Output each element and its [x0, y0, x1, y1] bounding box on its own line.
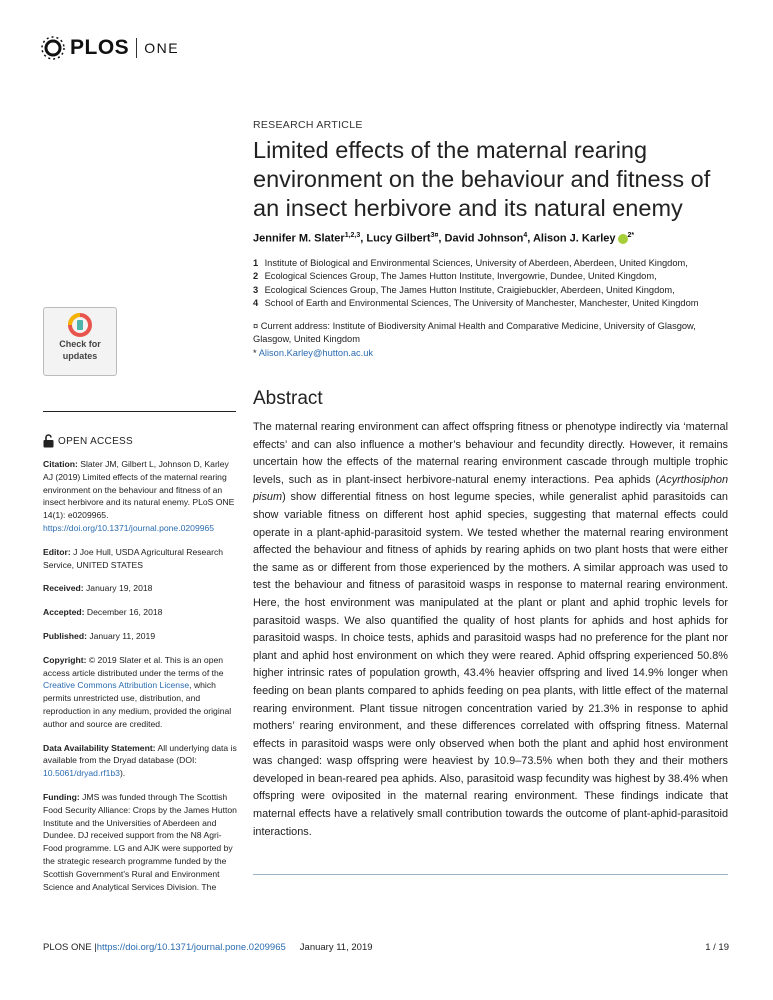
plos-logo-icon: [40, 35, 66, 61]
plos-one-logo[interactable]: [40, 34, 200, 62]
footer-doi-link[interactable]: https://doi.org/10.1371/journal.pone.0209965: [96, 942, 286, 953]
copyright-text: © 2019 Slater et al. This is an open access article distributed under the terms of the: [43, 654, 224, 678]
author-name[interactable]: David Johnson: [444, 232, 524, 245]
logo-divider: [136, 38, 137, 58]
received: [43, 582, 238, 595]
affiliation-text: School of Earth and Environmental Sciences, The University of Manchester, Manchester, United Kingdom: [264, 297, 699, 308]
editor-label: Editor:: [43, 546, 71, 557]
logo-one-text: ONE: [144, 40, 180, 56]
author-affiliation-sup: 1,2,3: [344, 232, 361, 239]
license-link[interactable]: Creative Commons Attribution License: [43, 680, 190, 691]
orcid-icon[interactable]: [618, 234, 628, 244]
footer-journal: PLOS ONE |: [43, 942, 97, 953]
corresponding-marker: *: [253, 347, 259, 358]
author-list: Jennifer M. Slater$^{1,2,3}$, Lucy Gilbert$^{3¤}$, David Johnson$^4$, Alison J. Karley $^{2*}$: [253, 232, 635, 245]
article-type: RESEARCH ARTICLE: [253, 119, 363, 131]
open-access-label: [43, 434, 133, 448]
citation-label: Citation:: [43, 459, 78, 469]
copyright-label: Copyright:: [43, 654, 87, 665]
accepted-date: December 16, 2018: [84, 607, 163, 618]
check-updates-icon: [68, 313, 92, 337]
citation: [43, 458, 238, 535]
data-availability: [43, 742, 238, 780]
author-affiliation-sup: 3¤: [430, 232, 439, 239]
data-availability-end: ).: [119, 768, 126, 779]
check-for-updates-badge[interactable]: [43, 307, 117, 376]
species-name: Acyrthosiphon pisum: [253, 473, 728, 504]
data-availability-label: Data Availability Statement:: [43, 742, 156, 753]
dryad-doi-link[interactable]: 10.5061/dryad.rf1b3: [43, 768, 120, 779]
editor-text: J Joe Hull, USDA Agricultural Research Service, UNITED STATES: [43, 546, 224, 570]
author-name[interactable]: Lucy Gilbert: [366, 232, 431, 245]
affiliation-item: [253, 257, 733, 270]
copyright: [43, 654, 238, 731]
logo-plos-text: PLOS: [70, 36, 130, 59]
affiliation-text: Institute of Biological and Environmental Sciences, University of Aberdeen, Aberdeen, United Kingdom,: [264, 258, 688, 268]
received-label: Received:: [43, 583, 84, 594]
current-address: ¤ Current address: Institute of Biodiversity Animal Health and Comparative Medicine, University of Glasgow, Glasgow, United Kingdom: [253, 321, 696, 345]
affiliation-item: [253, 297, 733, 310]
abstract-part-2: ) show differential fitness on host legume species, while generalist aphid parasitoids can show variable fitness on different host aphid species, suggesting that maternal effects could operate in a plant-aphid-parasitoid system. We tested whether the maternal rearing environment affected the behaviour and fitness of aphids by rearing aphids on two plant hosts that were either the same as or different from those experienced by the mothers. A similar approach was used to test the behaviour and fitness of parasitoid wasps in response to maternal rearing environment. Here, the host environment was manipulated at the plant or plant and aphid trophic levels for parasitoid wasps. We also quantified the quality of host plants for aphids and host aphids for parasitoid wasps. In choice tests, aphids and parasitoid wasps had no preference for the plant nor plant and aphid host environment on which they were reared. Aphid offspring experienced 50.8% higher intrinsic rates of population growth, 43.4% heavier offspring and lived 14.9% longer when feeding on bean plants compared to aphids feeding on pea plants, with little effect of the maternal rearing environment. Plant tissue nitrogen concentration varied by 21.3% in response to aphid mothers’ rearing environment, and these differences correlated with offspring fitness. Maternal effects in parasitoid wasps were only observed when both the plant and aphid host environment was changed: wasp offspring were heaviest by 10.9–73.5% when both they and their mothers developed in bean-reared pea aphids. Also, parasitoid wasp fecundity was highest by 38.4% when offspring were oviposited in the maternal rearing environment. These findings indicate that maternal effects have a relatively small contribution towards the outcome of plant-aphid-parasitoid interactions.: [253, 491, 728, 838]
current-address-block: [253, 320, 733, 360]
copyright-text-end: , which permits unrestricted use, distribution, and reproduction in any medium, provided the original author and source are credited.: [43, 680, 232, 729]
corresponding-author: [253, 347, 733, 360]
affiliation-text: Ecological Sciences Group, The James Hutton Institute, Invergowrie, Dundee, United Kingdom,: [264, 271, 657, 282]
author-name[interactable]: Jennifer M. Slater: [253, 232, 345, 245]
published: [43, 630, 238, 643]
affiliations: [253, 257, 733, 310]
abstract-heading: Abstract: [253, 388, 323, 409]
affiliation-item: [253, 270, 733, 283]
article-metadata: [43, 458, 238, 904]
author-name[interactable]: Alison J. Karley: [532, 232, 616, 245]
abstract-divider: [253, 874, 728, 875]
accepted: [43, 606, 238, 619]
published-date: January 11, 2019: [86, 630, 156, 641]
check-updates-line2: updates: [62, 351, 98, 361]
open-lock-icon: [43, 434, 54, 448]
accepted-label: Accepted:: [43, 607, 85, 618]
affiliation-item: [253, 284, 733, 297]
abstract-text: [253, 419, 728, 841]
funding: [43, 791, 238, 893]
abstract-part-1: The maternal rearing environment can affect offspring fitness or phenotype indirectly via ‘maternal effects’ and can also influence a mother’s behaviour and fecundity directly. However, it remains uncertain how the effects of the maternal rearing environment cascade through multiple trophic levels, such as in plant-insect herbivore-natural enemy interactions. Pea aphids (: [253, 421, 728, 486]
author-affiliation-sup: 2*: [627, 232, 635, 239]
funding-text: JMS was funded through The Scottish Food Security Alliance: Crops by the James Hutton Institute and the Universities of Aberdeen and Dundee. DJ received support from the N8 Agri-Food programme. LG and AJK were supported by the strategic research programme funded by the Scottish Government’s Rural and Environment Science and Analytical Services Division. The: [43, 791, 237, 892]
affiliation-number: 3: [253, 284, 259, 295]
open-access-text: OPEN ACCESS: [58, 435, 133, 447]
affiliation-number: 4: [253, 297, 259, 308]
editor: [43, 546, 238, 572]
corresponding-email-link[interactable]: Alison.Karley@hutton.ac.uk: [258, 347, 374, 358]
check-updates-line1: Check for: [59, 339, 101, 349]
left-column-divider: [43, 411, 236, 412]
published-label: Published:: [43, 630, 87, 641]
data-availability-text: All underlying data is available from the Dryad database (DOI:: [43, 742, 237, 766]
received-date: January 19, 2018: [83, 583, 153, 594]
citation-text: Slater JM, Gilbert L, Johnson D, Karley AJ (2019) Limited effects of the maternal rearing environment on the behaviour and fitness of an insect herbivore and its natural enemy. PLoS ONE 14(1): e0209965.: [43, 459, 235, 521]
footer-spacer: [373, 942, 706, 953]
footer-gap: [286, 942, 300, 953]
author-affiliation-sup: 4: [523, 232, 528, 239]
affiliation-number: 1: [253, 258, 259, 268]
footer-date: January 11, 2019: [299, 942, 373, 953]
citation-doi-link[interactable]: https://doi.org/10.1371/journal.pone.0209965: [43, 522, 215, 533]
footer-page-number: 1 / 19: [705, 942, 729, 953]
funding-label: Funding:: [43, 791, 80, 802]
page-footer: [43, 942, 729, 953]
article-title: Limited effects of the maternal rearing environment on the behaviour and fitness of an insect herbivore and its natural enemy: [253, 137, 711, 221]
affiliation-number: 2: [253, 271, 259, 282]
affiliation-text: Ecological Sciences Group, The James Hutton Institute, Craigiebuckler, Aberdeen, United Kingdom,: [264, 284, 675, 295]
